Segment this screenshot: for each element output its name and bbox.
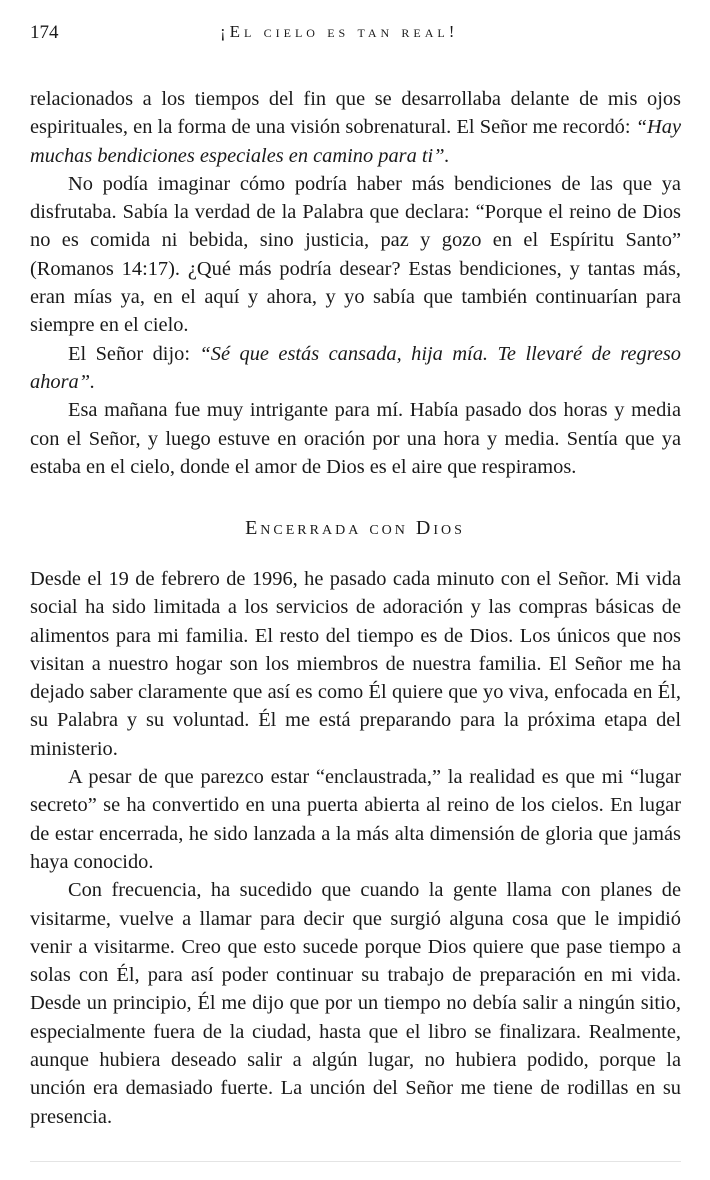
page-bottom-edge (30, 1161, 681, 1162)
paragraph: Con frecuencia, ha sucedido que cuando la gente llama con planes de visitarme, vuelve a llamar para decir que surgió alguna cosa que le impidió venir a visitarme. Creo que esto sucede porque Dios quiere que pase tiempo a solas con Él, para así poder continuar su trabajo de preparación en mi vida. Desde un principio, Él me dijo que por un tiempo no debía salir a ningún sitio, especialmente fuera de la ciudad, hasta que el libro se finalizara. Realmente, aunque hubiera deseado salir a algún lugar, no hubiera podido, porque la unción era demasiado fuerte. La unción del Señor me tiene de rodillas en su presencia. (30, 879, 681, 1128)
italic-quote: “Hay muchas bendiciones especiales en camino para ti”. (30, 116, 681, 167)
paragraph: No podía imaginar cómo podría haber más bendiciones de las que ya disfrutaba. Sabía la verdad de la Palabra que declara: “Porque el reino de Dios no es comida ni bebida, sino justicia, paz y gozo en el Espíritu Santo” (Romanos 14:17). ¿Qué más podría desear? Estas bendiciones, y tantas más, eran mías ya, en el aquí y ahora, y yo sabía que también continuarían para siempre en el cielo. (30, 172, 681, 337)
paragraph: Desde el 19 de febrero de 1996, he pasado cada minuto con el Señor. Mi vida social ha sido limitada a los servicios de adoración y las compras básicas de alimentos para mi familia. El resto del tiempo es de Dios. Los únicos que nos visitan a nuestro hogar son los miembros de nuestra familia. El Señor me ha dejado saber claramente que así es como Él quiere que yo viva, enfocada en Él, su Palabra y su voluntad. Él me está preparando para la próxima etapa del ministerio. (30, 568, 681, 760)
paragraph-text: relacionados a los tiempos del fin que se desarrollaba delante de mis ojos espirituales, en la forma de una visión sobrenatural. El Señor me recordó: (30, 88, 681, 139)
paragraph-text: El Señor dijo: (68, 342, 200, 365)
text-block-bottom (30, 565, 681, 1131)
page-number: 174 (30, 22, 59, 43)
text-block-top (30, 85, 681, 481)
section-heading: Encerrada con Dios (245, 517, 465, 539)
paragraph: A pesar de que parezco estar “enclaustrada,” la realidad es que mi “lugar secreto” se ha convertido en una puerta abierta al reino de los cielos. En lugar de estar encerrada, he sido lanzada a la más alta dimensión de gloria que jamás haya conocido. (30, 766, 681, 873)
paragraph (30, 340, 681, 397)
running-head (30, 22, 680, 48)
italic-quote: “Sé que estás cansada, hija mía. Te llevaré de regreso ahora”. (30, 342, 681, 393)
running-title: ¡El cielo es tan real! (220, 22, 459, 41)
paragraph (30, 85, 681, 170)
paragraph: Esa mañana fue muy intrigante para mí. Había pasado dos horas y media con el Señor, y luego estuve en oración por una hora y media. Sentía que ya estaba en el cielo, donde el amor de Dios es el aire que respiramos. (30, 399, 681, 478)
